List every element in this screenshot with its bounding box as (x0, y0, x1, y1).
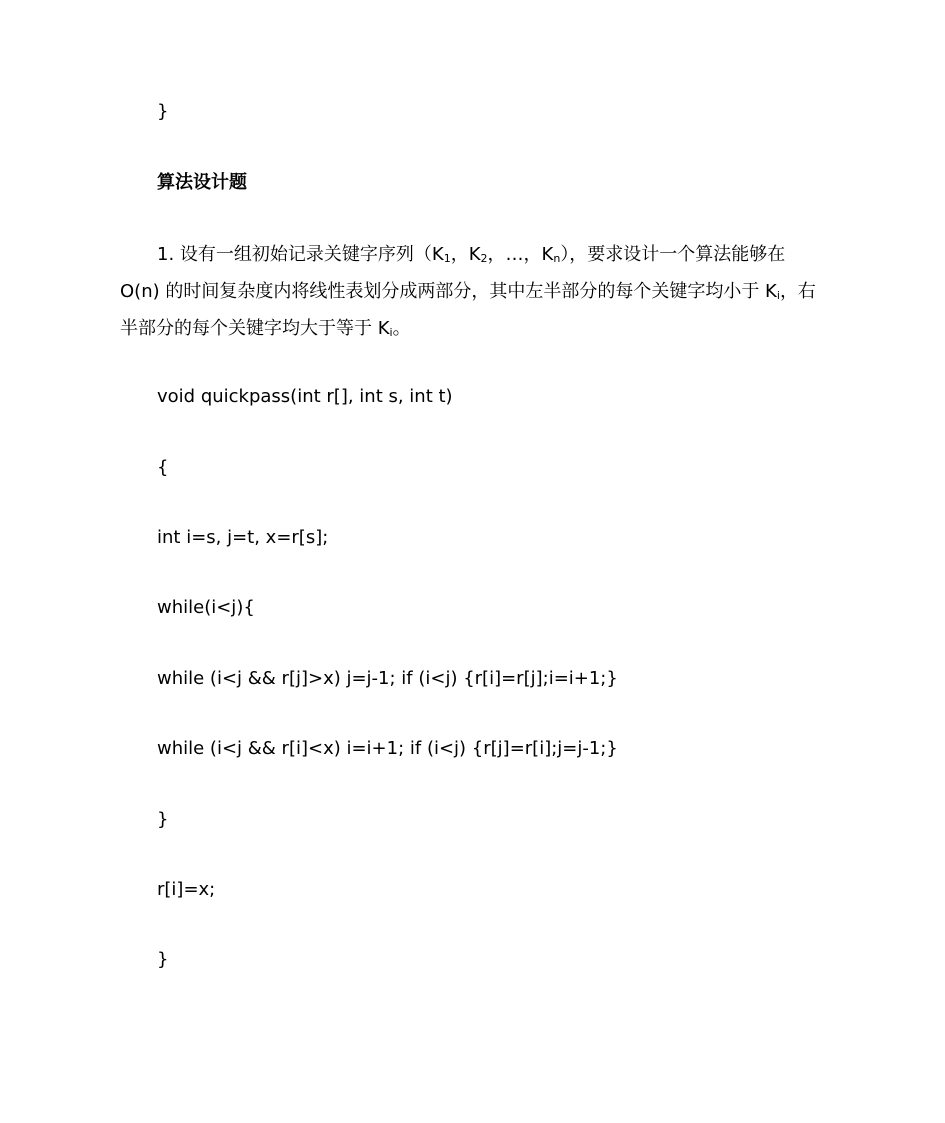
code-line-assign-pivot: r[i]=x; (157, 879, 216, 900)
closing-brace-top: } (157, 101, 169, 122)
question-text-part4: 。 (392, 318, 411, 339)
code-line-open-brace: { (157, 457, 169, 478)
subscript-n: n (553, 252, 561, 265)
code-line-close-function: } (157, 949, 169, 970)
section-heading: 算法设计题 (157, 172, 247, 193)
subscript-2: 2 (480, 252, 488, 265)
subscript-1: 1 (443, 252, 451, 265)
code-line-close-while: } (157, 809, 169, 830)
code-line-declarations: int i=s, j=t, x=r[s]; (157, 527, 329, 548)
question-text-part1: 1. 设有一组初始记录关键字序列（K (157, 244, 444, 265)
question-paragraph (120, 236, 825, 347)
question-text-part2: ），要求设计一个算法能够在 O(n) 的时间复杂度内将线性表划分成两部分，其中左半部分的每个关键字均小于 K (120, 244, 786, 302)
question-text-sep2: ，…，K (487, 244, 554, 265)
subscript-i-first: i (776, 289, 780, 302)
subscript-i-second: i (389, 326, 393, 339)
code-line-inner-while-2: while (i<j && r[i]<x) i=i+1; if (i<j) {r[j]=r[i];j=j-1;} (157, 738, 618, 759)
code-line-inner-while-1: while (i<j && r[j]>x) j=j-1; if (i<j) {r[i]=r[j];i=i+1;} (157, 668, 618, 689)
question-text-part3: ，右半部分的每个关键字均大于等于 K (120, 281, 816, 339)
code-line-function-signature: void quickpass(int r[], int s, int t) (157, 386, 453, 407)
question-text-sep1: ，K (450, 244, 481, 265)
code-line-outer-while: while(i<j){ (157, 597, 255, 618)
